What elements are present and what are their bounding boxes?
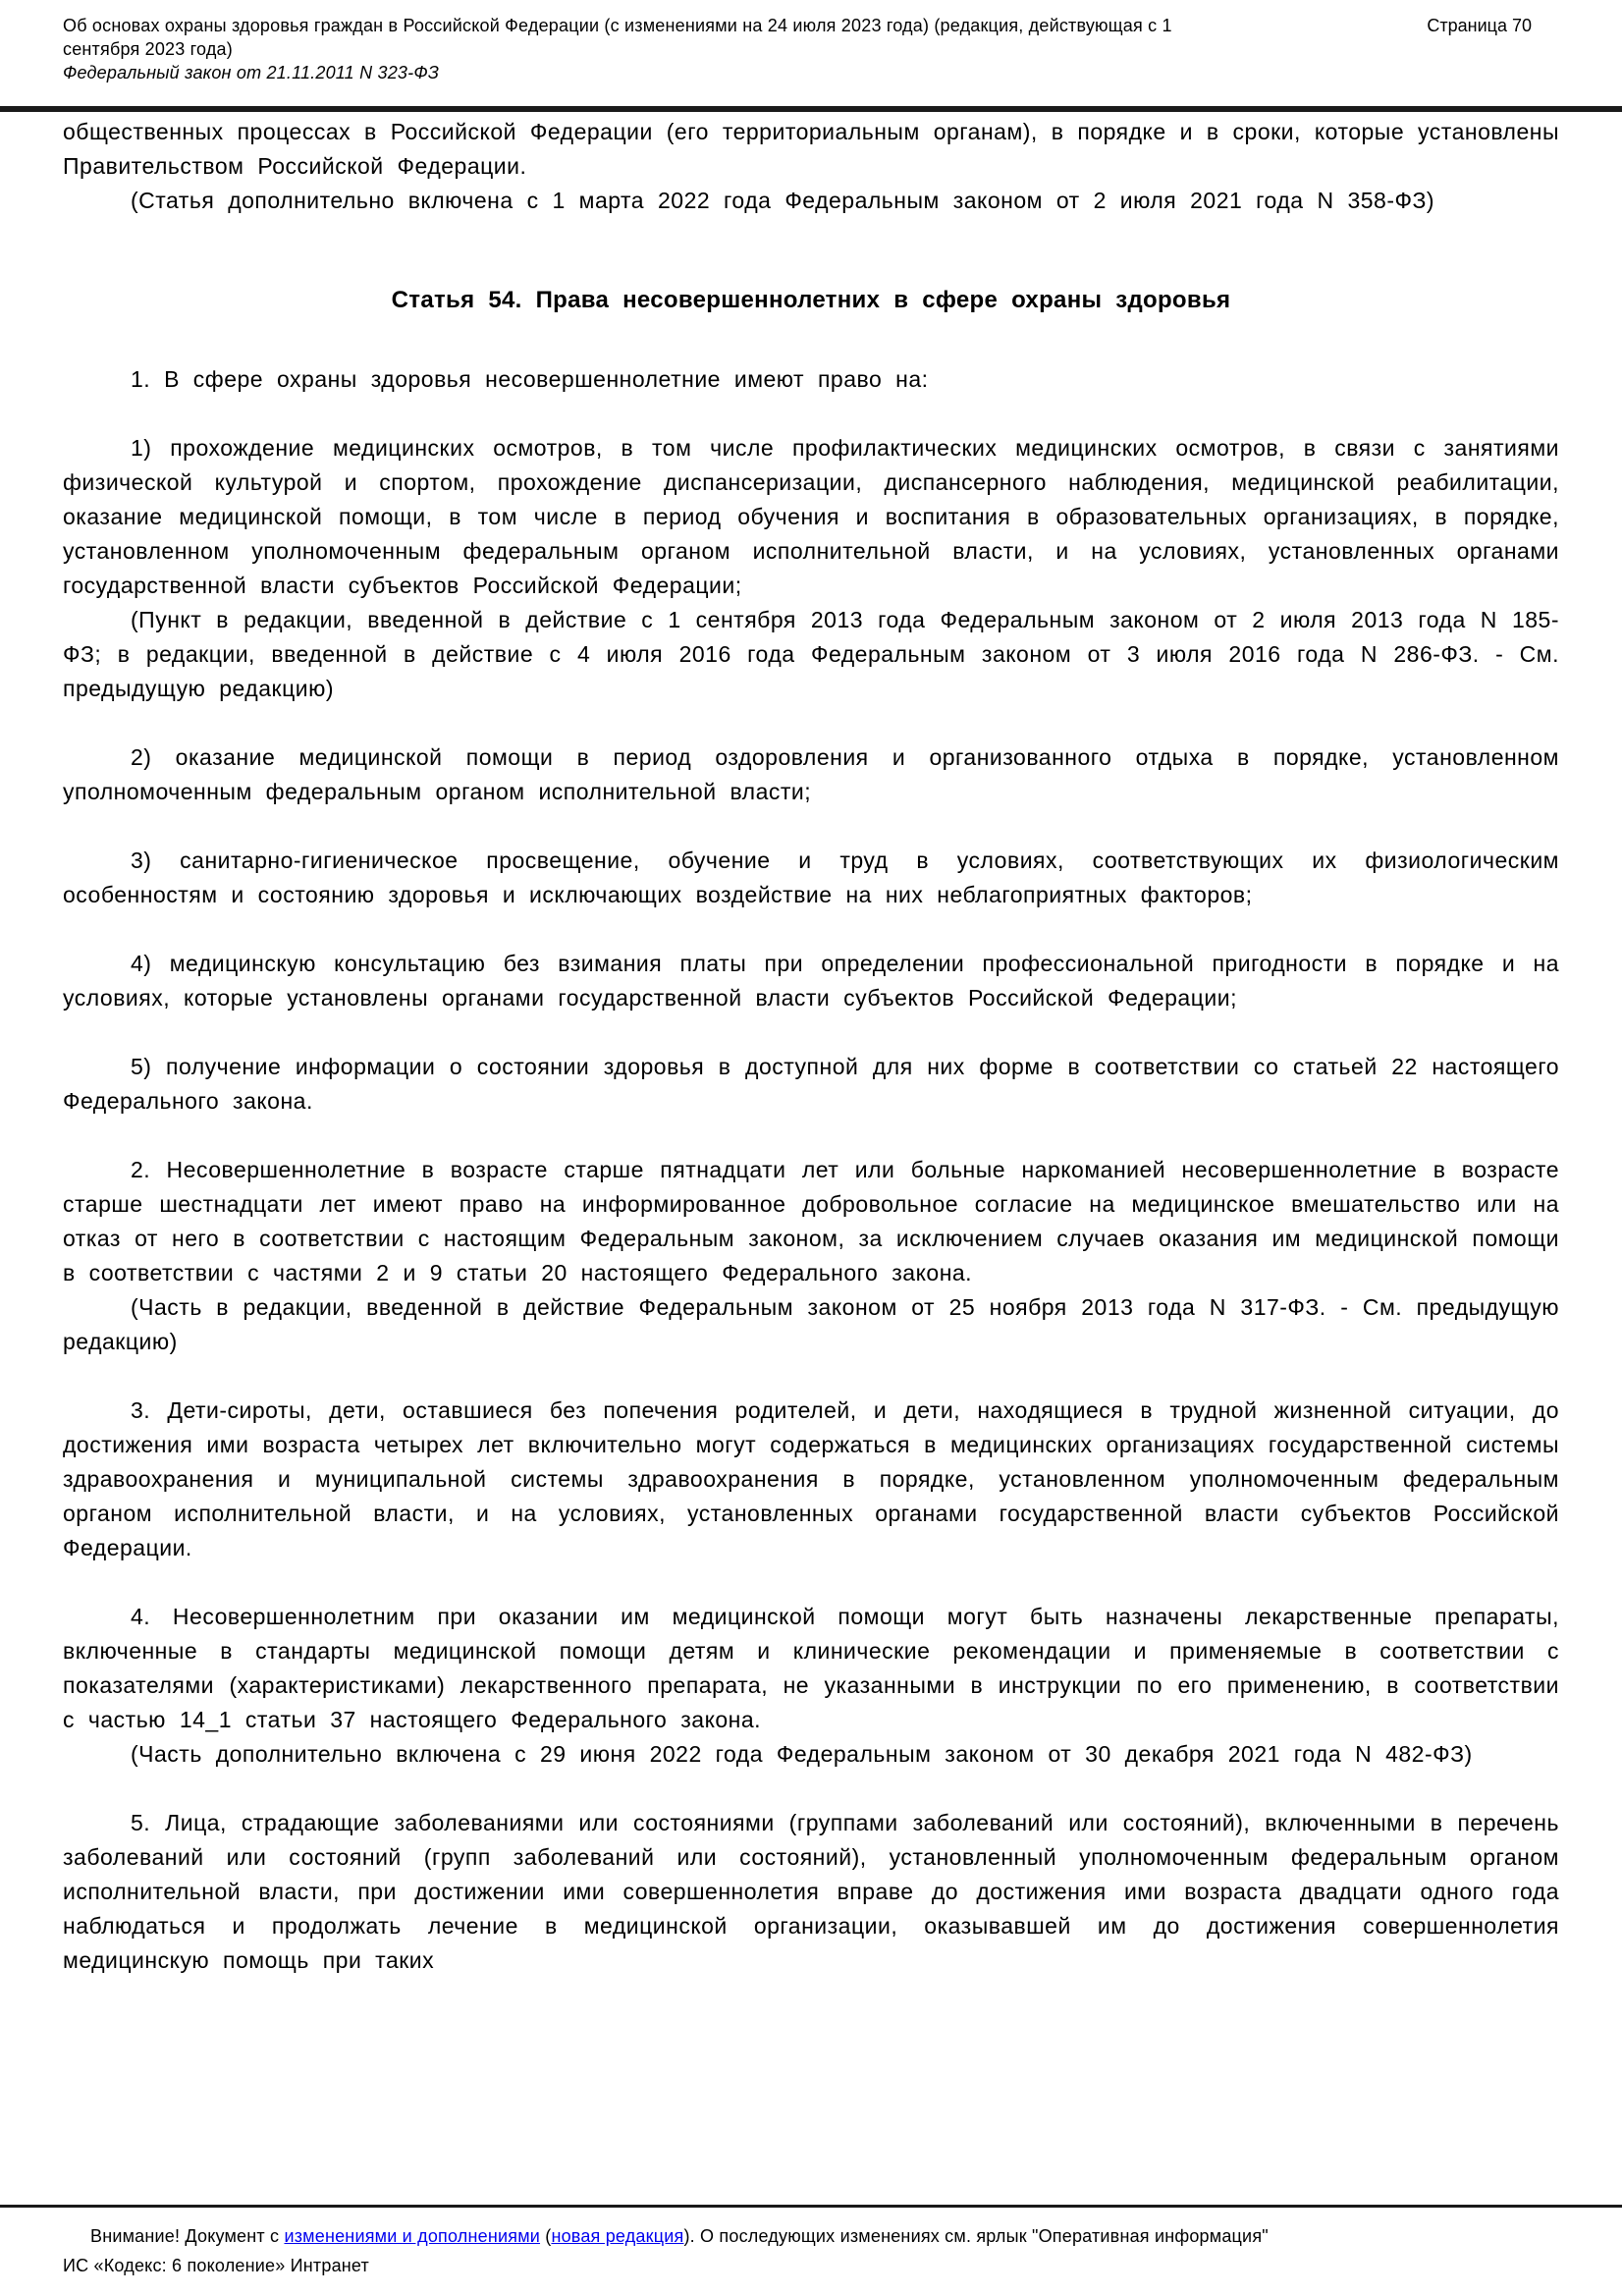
- paragraph: 3. Дети-сироты, дети, оставшиеся без попечения родителей, и дети, находящиеся в трудной жизненной ситуации, до достижения ими возраста четырех лет включительно могут содержаться в медицинских организациях государственной системы здравоохранения и муниципальной системы здравоохранения в порядке, установленном уполномоченным федеральным органом исполнительной власти, и на условиях, установленных органами государственной власти субъектов Российской Федерации.: [63, 1397, 1559, 1560]
- paragraph: 5. Лица, страдающие заболеваниями или состояниями (группами заболеваний или состояний), включенными в перечень заболеваний или состояний (групп заболеваний или состояний), установленный уполномоченным федеральным органом исполнительной власти, при достижении ими совершеннолетия вправе до достижения ими возраста двадцати одного года наблюдаться и продолжать лечение в медицинской организации, оказывавшей им до достижения совершеннолетия медицинскую помощь при таких: [63, 1810, 1559, 1973]
- document-title: Об основах охраны здоровья граждан в Российской Федерации (с изменениями на 24 июля 2023 года) (редакция, действующая с 1 сентября 2023 года): [63, 16, 1172, 59]
- paragraph: 2. Несовершеннолетние в возрасте старше пятнадцати лет или больные наркоманией несовершеннолетние в возрасте старше шестнадцати лет имеют право на информированное добровольное согласие на медицинское вмешательство или на отказ от него в соответствии с настоящим Федеральным законом, за исключением случаев оказания им медицинской помощи в соответствии с частями 2 и 9 статьи 20 настоящего Федерального закона.: [63, 1157, 1559, 1285]
- amendments-link[interactable]: изменениями и дополнениями: [284, 2226, 541, 2246]
- footer-notice-text: Внимание! Документ с: [90, 2226, 285, 2246]
- new-edition-link[interactable]: новая редакция: [551, 2226, 684, 2246]
- page-footer: [0, 2205, 1622, 2296]
- document-body: [0, 112, 1622, 2205]
- document-subtitle: Федеральный закон от 21.11.2011 N 323-ФЗ: [63, 63, 440, 82]
- paragraph: 4) медицинскую консультацию без взимания платы при определении профессиональной пригодности в порядке и на условиях, которые установлены органами государственной власти субъектов Российской Федерации;: [63, 951, 1559, 1011]
- header-row: [63, 14, 1559, 61]
- paragraph: 1) прохождение медицинских осмотров, в том числе профилактических медицинских осмотров, в связи с занятиями физической культурой и спортом, прохождение диспансеризации, диспансерного наблюдения, медицинской реабилитации, оказание медицинской помощи, в том числе в период обучения и воспитания в образовательных организациях, в порядке, установленном уполномоченным федеральным органом исполнительной власти, и на условиях, установленных органами государственной власти субъектов Российской Федерации;: [63, 435, 1559, 598]
- paragraph-continuation: общественных процессах в Российской Федерации (его территориальным органам), в порядке и в сроки, которые установлены Правительством Российской Федерации.: [63, 119, 1559, 179]
- amendment-note: (Статья дополнительно включена с 1 марта 2022 года Федеральным законом от 2 июля 2021 года N 358-ФЗ): [131, 188, 1435, 213]
- paragraph: 5) получение информации о состоянии здоровья в доступной для них форме в соответствии со статьей 22 настоящего Федерального закона.: [63, 1054, 1559, 1114]
- amendment-note: (Пункт в редакции, введенной в действие с 1 сентября 2013 года Федеральным законом от 2 июля 2013 года N 185-ФЗ; в редакции, введенной в действие с 4 июля 2016 года Федеральным законом от 3 июля 2016 года N 286-ФЗ. - См. предыдущую редакцию): [63, 607, 1559, 701]
- amendment-note: (Часть дополнительно включена с 29 июня 2022 года Федеральным законом от 30 декабря 2021 года N 482-ФЗ): [131, 1741, 1473, 1767]
- paragraph: 2) оказание медицинской помощи в период оздоровления и организованного отдыха в порядке, установленном уполномоченным федеральным органом исполнительной власти;: [63, 744, 1559, 804]
- paragraph: 4. Несовершеннолетним при оказании им медицинской помощи могут быть назначены лекарственные препараты, включенные в стандарты медицинской помощи детям и клинические рекомендации и применяемые в соответствии с показателями (характеристиками) лекарственного препарата, не указанными в инструкции по его применению, в соответствии с частью 14_1 статьи 37 настоящего Федерального закона.: [63, 1604, 1559, 1732]
- amendment-note: (Часть в редакции, введенной в действие Федеральным законом от 25 ноября 2013 года N 317-ФЗ. - См. предыдущую редакцию): [63, 1294, 1559, 1354]
- footer-notice-text: ). О последующих изменениях см. ярлык "Оперативная информация": [683, 2226, 1269, 2246]
- page-number: Страница 70: [1427, 16, 1532, 35]
- footer-notice-text: (: [540, 2226, 552, 2246]
- paragraph: 1. В сфере охраны здоровья несовершеннолетние имеют право на:: [131, 366, 929, 392]
- footer-notice: [63, 2221, 1559, 2251]
- document-header: [0, 0, 1622, 106]
- footer-system-label: ИС «Кодекс: 6 поколение» Интранет: [63, 2256, 369, 2275]
- article-heading: Статья 54. Права несовершеннолетних в сфере охраны здоровья: [391, 287, 1231, 313]
- paragraph: 3) санитарно-гигиеническое просвещение, обучение и труд в условиях, соответствующих их физиологическим особенностям и состоянию здоровья и исключающих воздействие на них неблагоприятных факторов;: [63, 847, 1559, 907]
